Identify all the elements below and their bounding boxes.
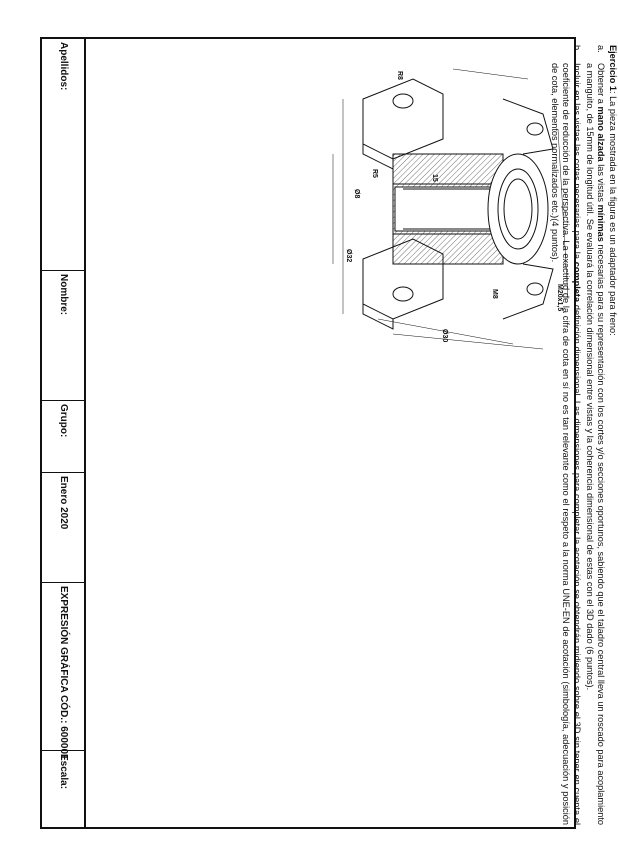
isometric-part-figure xyxy=(303,59,573,359)
title-cell-nombre xyxy=(42,271,84,401)
title-block xyxy=(42,39,86,827)
dim-label-15: 15 xyxy=(431,174,438,182)
title-cell-fecha xyxy=(42,473,84,583)
nombre-label: Nombre: xyxy=(58,274,69,316)
exercise-intro xyxy=(607,45,618,825)
item-b-text-2: definición dimensional. Las dimensiones para completar la acotación se obtendrán midiendo sobre el 3D sin tener en cuenta el coeficiente de reducción de la perspectiva. La exactitud de la cifra de cota en sí no es tan relevante como el respeto a la norma UNE-EN de acotación (simbología, adecuación y posición de cota, elementos normalizados etc.)(4 puntos). xyxy=(549,63,583,825)
item-b-marker: b. xyxy=(572,45,583,53)
dim-label-d8: Ø8 xyxy=(353,189,360,199)
exercise-intro-text: : La pieza mostrada en la figura es un adaptador para freno: xyxy=(608,90,618,336)
exercise-item-a xyxy=(582,45,605,825)
exercise-heading: Ejercicio 1 xyxy=(608,45,618,91)
item-a-bold-2: mínimas xyxy=(595,204,606,242)
course-label: EXPRESIÓN GRÁFICA CÓD.: 600001 xyxy=(58,586,69,760)
item-b-bold: completa xyxy=(572,261,583,303)
grupo-label: Grupo: xyxy=(58,404,69,438)
item-b-text-1: Incluir en las vistas las cotas necesarias para la xyxy=(572,63,583,262)
dim-label-d30: Ø30 xyxy=(441,329,448,343)
title-cell-escala xyxy=(42,751,84,827)
escala-label: Escala: xyxy=(58,754,69,790)
drawing-area xyxy=(88,39,618,827)
dim-label-r8: R8 xyxy=(396,71,403,80)
item-a-marker: a. xyxy=(595,45,606,53)
part-outline xyxy=(333,69,568,349)
apellidos-label: Apellidos: xyxy=(58,42,69,91)
dim-label-d32: Ø32 xyxy=(345,249,352,263)
drawing-sheet xyxy=(40,37,618,829)
item-a-text-1: Obtener a xyxy=(595,63,606,107)
dim-label-r5: R5 xyxy=(371,169,378,178)
item-a-text-2: las vistas xyxy=(595,161,606,205)
item-a-bold-1: mano alzada xyxy=(595,106,606,162)
dim-label-thread: M20x1,5 xyxy=(556,284,563,312)
title-cell-asignatura xyxy=(42,583,84,760)
title-cell-apellidos xyxy=(42,39,84,271)
dim-label-m8: M8 xyxy=(491,289,498,299)
part-drawing xyxy=(303,59,573,359)
item-a-text-3: necesarias para su representación con los cortes y/o secciones oportunos, sabiendo que el taladro central lleva un roscado para acoplamiento a manguito, de 15mm de longitud útil. Se evaluará la correlación dimensional entre vistas y la coherencia dimensional de estas con el 3D dado (6 puntos). xyxy=(584,63,606,825)
title-cell-grupo xyxy=(42,401,84,473)
date-label: Enero 2020 xyxy=(58,476,69,530)
